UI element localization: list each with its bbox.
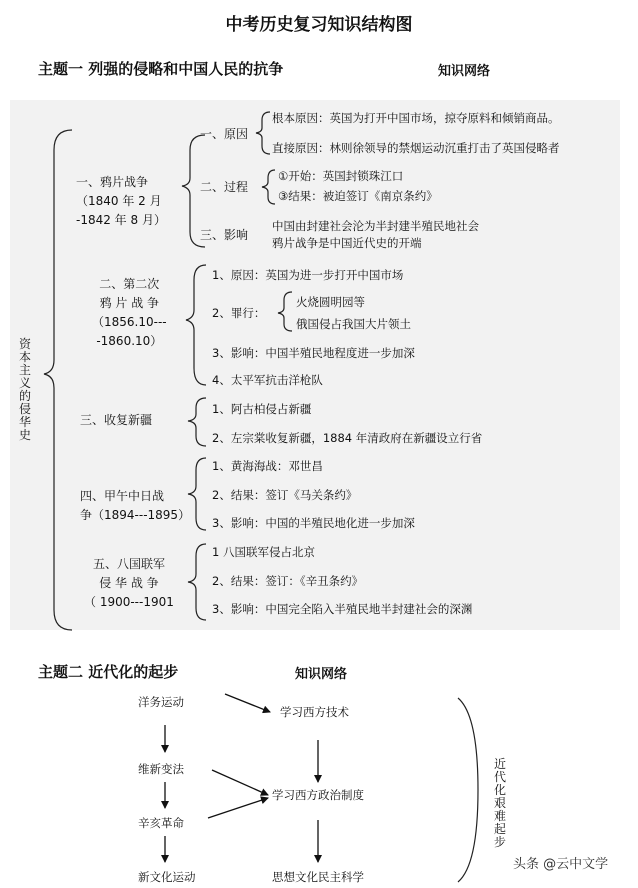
war2-item-2: 2、罪行： [212,306,266,320]
war4-item-1: 1、黄海海战：邓世昌 [212,459,323,473]
war4-item-3: 3、影响：中国的半殖民地化进一步加深 [212,516,415,530]
process-brace [262,170,275,204]
war1-impact-2: 鸦片战争是中国近代史的开端 [272,236,422,250]
war3-brace [188,398,206,446]
topic2-heading: 主题二 近代化的起步 [38,663,179,681]
topic2-brace [458,698,478,882]
war4-item-2: 2、结果：签订《马关条约》 [212,488,358,502]
watermark: 头条 @云中文学 [513,857,609,872]
topic1-side-label: 资本主义的侵华史 [18,337,31,442]
main-brace [44,130,72,630]
war1-process-result: ③结果：被迫签订《南京条约》 [278,189,438,203]
node-western-politics: 学习西方政治制度 [272,788,364,802]
war5-item-1: 1 八国联军侵占北京 [212,545,315,559]
war3-item-2: 2、左宗棠收复新疆，1884 年清政府在新疆设立行省 [212,431,483,445]
cause-brace [256,112,270,154]
war3-title: 三、收复新疆 [80,413,153,427]
war2-brace [186,265,206,385]
topic2-network-label: 知识网络 [295,667,348,682]
topic2-side-label: 近代化艰难起步 [493,757,506,849]
arrow-yangwu-tech [225,694,270,712]
war1-cause-root: 根本原因：英国为打开中国市场，掠夺原料和倾销商品。 [272,111,560,125]
war2-crime-2: 俄国侵占我国大片领土 [296,317,411,331]
war5-item-2: 2、结果：签订：《辛丑条约》 [212,574,364,588]
war5-item-3: 3、影响：中国完全陷入半殖民地半封建社会的深渊 [212,602,473,616]
node-weixin: 维新变法 [138,762,184,776]
page-title: 中考历史复习知识结构图 [225,15,413,35]
war1-title: 一、鸦片战争 （1840 年 2 月 -1842 年 8 月） [76,175,166,227]
war2-item-4: 4、太平军抗击洋枪队 [212,373,323,387]
node-xinhai: 辛亥革命 [138,816,184,830]
war1-impact-label: 三、影响 [200,228,249,242]
node-xinwenhua: 新文化运动 [138,870,196,884]
node-democracy-science: 思想文化民主科学 [272,870,364,884]
war2-item-3: 3、影响：中国半殖民地程度进一步加深 [212,346,415,360]
war1-process-label: 二、过程 [200,180,249,194]
war1-cause-label: 一、原因 [200,127,249,141]
node-western-tech: 学习西方技术 [280,705,349,719]
war2-title: 二、第二次 鸦 片 战 争 （1856.10--- -1860.10） [92,277,167,348]
war2-item-1: 1、原因：英国为进一步打开中国市场 [212,268,404,282]
war1-impact-1: 中国由封建社会沦为半封建半殖民地社会 [272,219,479,233]
war2-crime-1: 火烧圆明园等 [296,295,365,309]
war5-title: 五、八国联军 侵 华 战 争 （ 1900---1901 [84,557,174,609]
topic1-network-label: 知识网络 [438,64,491,79]
topic1-heading: 主题一 列强的侵略和中国人民的抗争 [38,60,284,78]
crime-brace [278,292,292,331]
war5-brace [188,544,206,620]
war1-cause-direct: 直接原因：林则徐领导的禁烟运动沉重打击了英国侵略者 [272,141,560,155]
war3-item-1: 1、阿古柏侵占新疆 [212,402,312,416]
war4-title: 四、甲午中日战 争（1894---1895） [80,489,191,522]
war1-process-start: ①开始：英国封锁珠江口 [278,169,404,183]
war4-brace [188,458,206,530]
node-yangwu: 洋务运动 [138,695,184,709]
